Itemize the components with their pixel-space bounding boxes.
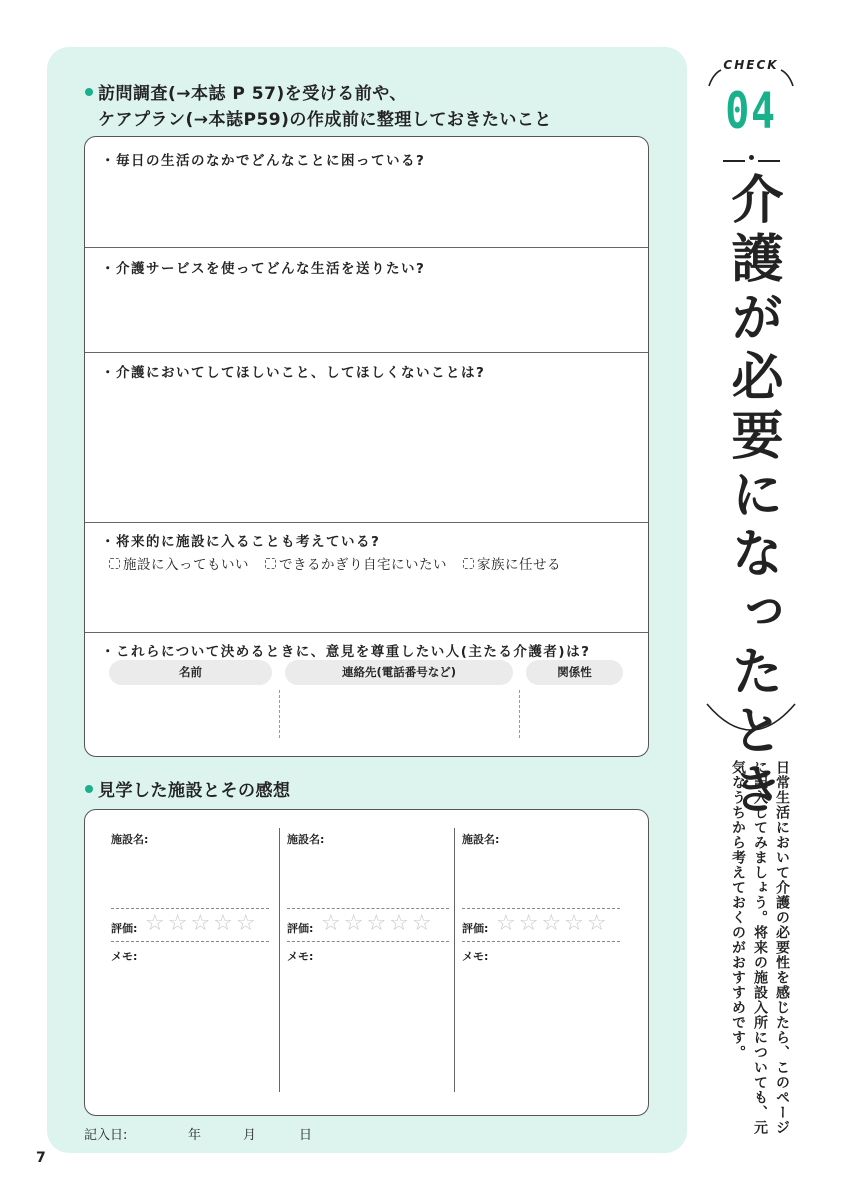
page-title: 介護が必要になったとき (722, 172, 782, 821)
bullet-dot (85, 88, 93, 96)
facility-column-1 (85, 810, 279, 1115)
rating-label: 評価: (462, 922, 489, 935)
dashed-line (287, 908, 449, 909)
question-care-preferences: ・介護においてしてほしいこと、してほしくないことは? (101, 365, 486, 381)
planning-questions-box (84, 136, 649, 757)
checkbox[interactable] (463, 558, 474, 569)
rule-left (723, 160, 745, 162)
memo-label: メモ: (287, 950, 314, 963)
column-header-contact: 連絡先(電話番号など) (285, 660, 513, 685)
entry-date-label: 記入日: (84, 1128, 128, 1143)
memo-label: メモ: (462, 950, 489, 963)
bullet-dot (85, 785, 93, 793)
dashed-line (462, 941, 620, 942)
column-separator (519, 690, 520, 738)
rating-label: 評価: (111, 922, 138, 935)
question-daily-troubles: ・毎日の生活のなかでどんなことに困っている? (101, 153, 426, 169)
section1-heading-line1: 訪問調査(→本誌 P 57)を受ける前や、 (98, 84, 407, 104)
question-desired-life: ・介護サービスを使ってどんな生活を送りたい? (101, 261, 426, 277)
check-label: CHECK (723, 58, 779, 72)
section1-heading (85, 82, 552, 132)
entry-date-day: 日 (299, 1128, 313, 1143)
sidebar-description: 日常生活において介護の必要性を感じたら、このページに記入してみましょう。将来の施設入所についても、元気なうちから考えておくのがおすすめです。 (730, 760, 790, 1135)
rule-right (758, 160, 780, 162)
column-header-name: 名前 (109, 660, 272, 685)
checkbox[interactable] (109, 558, 120, 569)
checkbox[interactable] (265, 558, 276, 569)
dashed-line (111, 908, 269, 909)
option-ok-facility[interactable]: 施設に入ってもいい (109, 553, 249, 573)
facility-column-2 (279, 810, 454, 1115)
divider (85, 352, 648, 353)
rating-label: 評価: (287, 922, 314, 935)
section2-heading: 見学した施設とその感想 (85, 779, 291, 803)
question-facility-plans: ・将来的に施設に入ることも考えている? (101, 534, 381, 550)
star-rating[interactable]: ☆☆☆☆☆ (321, 911, 435, 936)
star-rating[interactable]: ☆☆☆☆☆ (145, 911, 259, 936)
question-decision-person: ・これらについて決めるときに、意見を尊重したい人(主たる介護者)は? (101, 644, 591, 660)
section1-heading-line2: ケアプラン(→本誌P59)の作成前に整理しておきたいこと (98, 110, 552, 130)
column-header-relationship: 関係性 (526, 660, 623, 685)
entry-date-year: 年 (188, 1128, 202, 1143)
entry-date-month: 月 (243, 1128, 257, 1143)
dashed-line (287, 941, 449, 942)
facility-name-label: 施設名: (287, 833, 325, 846)
facility-options (109, 553, 561, 573)
check-number: 04 (725, 82, 777, 140)
option-stay-home[interactable]: できるかぎり自宅にいたい (265, 553, 447, 573)
facility-name-label: 施設名: (111, 833, 149, 846)
memo-label: メモ: (111, 950, 138, 963)
option-leave-to-family[interactable]: 家族に任せる (463, 553, 561, 573)
rule-dot (749, 155, 754, 160)
facility-column-3 (454, 810, 650, 1115)
divider (85, 247, 648, 248)
star-rating[interactable]: ☆☆☆☆☆ (496, 911, 610, 936)
dashed-line (462, 908, 620, 909)
divider (85, 632, 648, 633)
dashed-line (111, 941, 269, 942)
page-number: 7 (36, 1150, 46, 1166)
facility-name-label: 施設名: (462, 833, 500, 846)
divider (85, 522, 648, 523)
column-separator (279, 690, 280, 738)
facility-visits-box (84, 809, 649, 1116)
title-bottom-arc (703, 700, 799, 736)
